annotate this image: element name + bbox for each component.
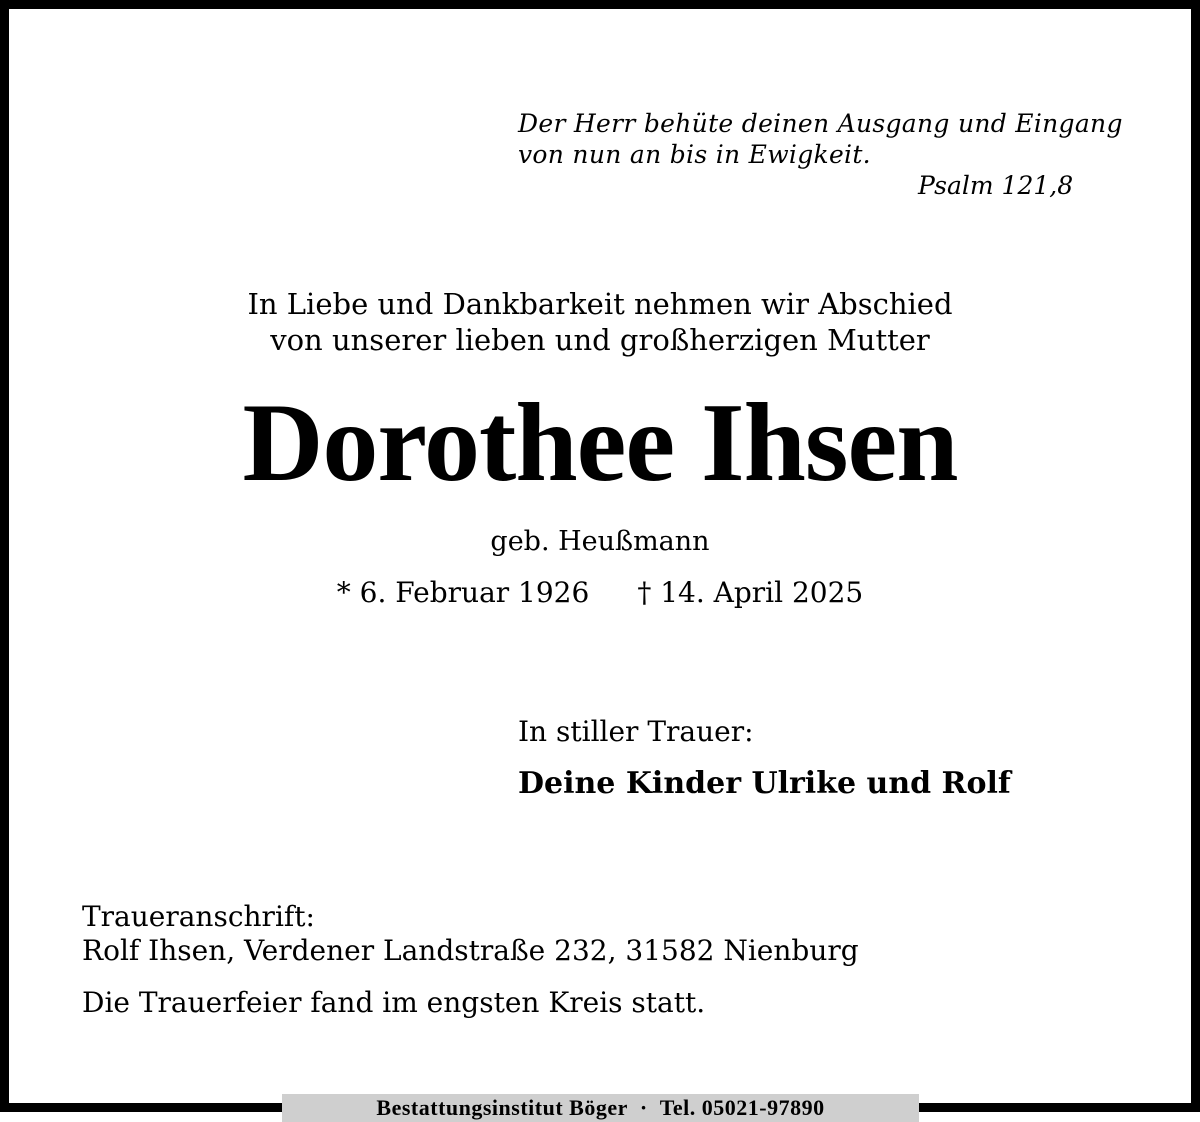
- death-date: † 14. April 2025: [637, 576, 864, 609]
- psalm-line-1: Der Herr behüte deinen Ausgang und Eingang: [518, 109, 1123, 138]
- address-label: Traueranschrift:: [82, 900, 315, 933]
- deceased-name: Dorothee Ihsen: [242, 381, 958, 505]
- funeral-home-phone: Tel. 05021-97890: [659, 1095, 825, 1120]
- psalm-quote: [518, 108, 1123, 170]
- address-line: Rolf Ihsen, Verdener Landstraße 232, 31582 Nienburg: [82, 934, 859, 967]
- mourners-names: Deine Kinder Ulrike und Rolf: [518, 766, 1011, 801]
- birth-name: geb. Heußmann: [490, 526, 710, 557]
- footer-separator: ·: [639, 1095, 648, 1120]
- life-dates: [0, 576, 1200, 610]
- intro-text: [0, 286, 1200, 358]
- intro-line-1: In Liebe und Dankbarkeit nehmen wir Abschied: [247, 287, 953, 321]
- mourners-label: In stiller Trauer:: [518, 715, 754, 748]
- funeral-home-footer: [282, 1094, 919, 1122]
- intro-line-2: von unserer lieben und großherzigen Mutter: [270, 323, 930, 357]
- psalm-reference: Psalm 121,8: [918, 171, 1074, 200]
- service-note: Die Trauerfeier fand im engsten Kreis statt.: [82, 986, 706, 1019]
- birth-date: * 6. Februar 1926: [336, 576, 590, 609]
- psalm-line-2: von nun an bis in Ewigkeit.: [518, 140, 871, 169]
- funeral-home-name: Bestattungsinstitut Böger: [376, 1095, 628, 1120]
